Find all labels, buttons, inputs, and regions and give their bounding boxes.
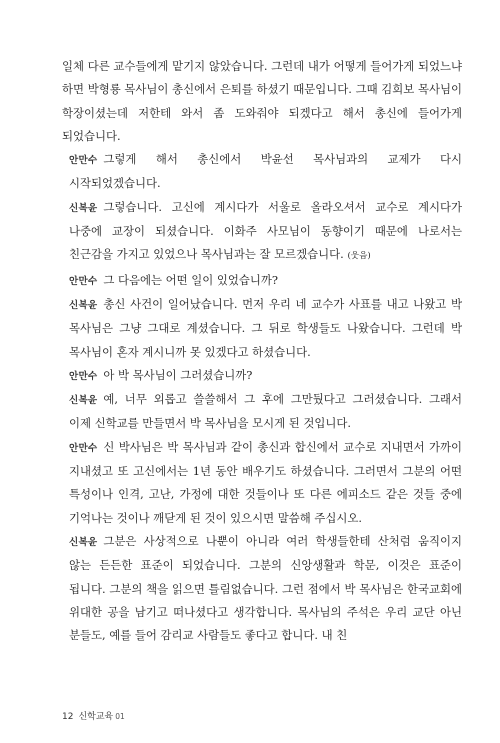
dialogue-text: 신 박사님은 박 목사님과 같이 총신과 합신에서 교수로 지내면서 가까이 지내셨고 또 고신에서는 1년 동안 배우기도 하셨습니다. 그러면서 그분의 어떤 특성이나 인격, 고난, 가정에 대한 것들이나 또 다른 에피소드 같은 것들 중에 기억나는 것이나 깨닫게 된 것이 있으시면 말씀해 주십시오.: [69, 439, 462, 525]
dialogue-6: [62, 436, 462, 530]
speaker-label: 신복윤: [69, 202, 98, 214]
dialogue-2: [62, 269, 462, 293]
intro-paragraph: 일체 다른 교수들에게 맡기지 않았습니다. 그런데 내가 어떻게 들어가게 되었느냐 하면 박형룡 목사님이 총신에서 은퇴를 하셨기 때문입니다. 그때 김희보 목사님이 학장이셨는데 저한테 와서 좀 도와줘야 되겠다고 해서 총신에 들어가게 되었습니다.: [62, 59, 462, 143]
speaker-label: 신복윤: [69, 536, 98, 548]
dialogue-5: [62, 388, 462, 436]
aside-laugh: (웃음): [347, 251, 371, 262]
speaker-label: 신복윤: [69, 395, 98, 407]
dialogue-4: [62, 364, 462, 388]
journal-name: 신학교육: [78, 712, 114, 722]
page-footer: [62, 709, 125, 722]
dialogue-0: [62, 148, 462, 196]
speaker-label: 신복윤: [69, 299, 98, 311]
speaker-label: 안만수: [69, 442, 98, 454]
dialogue-text: 그분은 사상적으로 나뿐이 아니라 여러 학생들한테 산처럼 움직이지 않는 든든한 표준이 되었습니다. 그분의 신앙생활과 학문, 이것은 표준이 됩니다. 그분의 책을 읽으면 틀림없습니다. 그런 점에서 박 목사님은 한국교회에 위대한 공을 남기고 떠나셨다고 생각합니다. 목사님의 주석은 우리 교단 아닌 분들도, 예를 들어 감리교 사람들도 좋다고 합니다. 내 친: [69, 533, 462, 643]
dialogue-3: [62, 293, 462, 364]
dialogue-text: 그렇게 해서 총신에서 박윤선 목사님과의 교제가 다시 시작되었겠습니다.: [69, 152, 462, 191]
speaker-label: 안만수: [69, 155, 98, 167]
issue-number: 01: [115, 712, 125, 721]
dialogue-text: 그렇습니다. 고신에 계시다가 서울로 올라오셔서 교수로 계시다가 나중에 교장이 되셨습니다. 이화주 사모님이 동향이기 때문에 나로서는 친근감을 가지고 있었으나 목사님과는 잘 모르겠습니다.: [69, 199, 462, 262]
dialogue-text: 총신 사건이 일어났습니다. 먼저 우리 네 교수가 사표를 내고 나왔고 박 목사님은 그냥 그대로 계셨습니다. 그 뒤로 학생들도 나왔습니다. 그런데 박 목사님이 혼자 계시니까 못 있겠다고 하셨습니다.: [69, 296, 462, 359]
dialogue-7: [62, 530, 462, 647]
page-number: 12: [62, 712, 74, 722]
dialogue-text: 예, 너무 외롭고 쓸쓸해서 그 후에 그만뒀다고 그러셨습니다. 그래서 이제 신학교를 만들면서 박 목사님을 모시게 된 것입니다.: [69, 392, 462, 431]
dialogue-text: 아 박 목사님이 그러셨습니까?: [103, 367, 253, 382]
dialogue-text: 그 다음에는 어떤 일이 있었습니까?: [103, 272, 279, 287]
document-page: [62, 55, 462, 647]
speaker-label: 안만수: [69, 275, 98, 287]
dialogue-1: [62, 196, 462, 269]
speaker-label: 안만수: [69, 370, 98, 382]
